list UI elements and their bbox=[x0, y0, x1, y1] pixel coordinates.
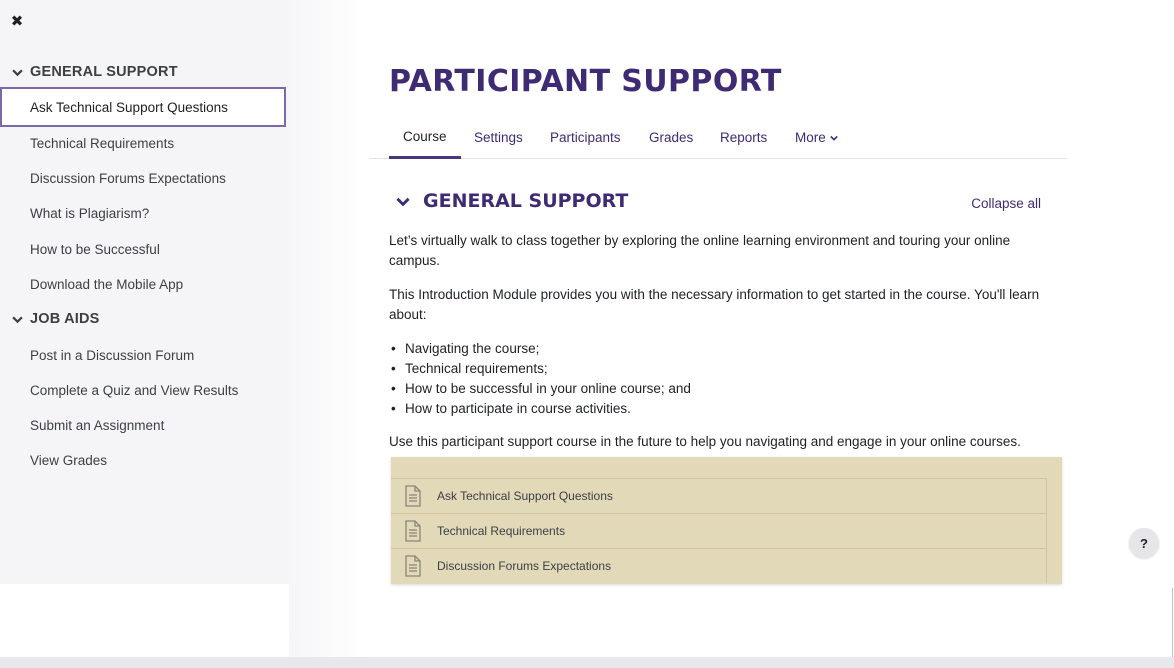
tab-label: More bbox=[795, 130, 826, 145]
index-item-label: How to be Successful bbox=[30, 241, 160, 257]
page-title: PARTICIPANT SUPPORT bbox=[389, 64, 782, 99]
index-item-plagiarism[interactable] bbox=[0, 193, 286, 233]
summary-paragraph: Use this participant support course in the future to help you navigating and engage in your online courses. bbox=[389, 434, 1021, 449]
index-item-label: Post in a Discussion Forum bbox=[30, 347, 195, 363]
index-item-download-mobile-app[interactable] bbox=[0, 264, 286, 304]
section-collapse-toggle[interactable] bbox=[395, 194, 413, 212]
close-icon: ✖ bbox=[10, 13, 24, 30]
chevron-down-icon bbox=[10, 65, 24, 79]
tab-label: Settings bbox=[474, 130, 523, 145]
question-mark-icon: ? bbox=[1140, 535, 1148, 551]
summary-paragraph: This Introduction Module provides you with the necessary information to get started in the course. You'll learn about: bbox=[389, 287, 1040, 322]
page-icon bbox=[403, 485, 423, 507]
activity-label: Discussion Forums Expectations bbox=[437, 559, 612, 573]
index-item-ask-technical-support[interactable] bbox=[0, 87, 286, 127]
activity-technical-requirements[interactable] bbox=[391, 513, 1047, 548]
index-item-post-discussion[interactable] bbox=[0, 335, 286, 375]
index-item-label: View Grades bbox=[30, 452, 108, 468]
index-item-discussion-forums[interactable] bbox=[0, 158, 286, 198]
tab-label: Participants bbox=[550, 130, 621, 145]
tab-label: Grades bbox=[649, 130, 694, 145]
index-section-job-aids[interactable] bbox=[10, 309, 100, 329]
tab-reports[interactable] bbox=[706, 116, 781, 159]
footer-strip bbox=[0, 657, 1174, 668]
activity-list bbox=[391, 457, 1062, 584]
chevron-down-icon bbox=[395, 194, 411, 210]
page-icon bbox=[403, 555, 423, 577]
summary-paragraph: Let’s virtually walk to class together by exploring the online learning environment and touring your online campus. bbox=[389, 233, 1011, 268]
index-item-label: Complete a Quiz and View Results bbox=[30, 382, 239, 398]
list-item: • Technical requirements; bbox=[389, 359, 1049, 379]
help-button[interactable] bbox=[1129, 528, 1159, 558]
chevron-down-icon bbox=[830, 134, 838, 142]
course-index-drawer bbox=[0, 0, 289, 584]
tab-more[interactable] bbox=[781, 116, 852, 159]
index-section-general-support[interactable] bbox=[10, 62, 178, 82]
activity-ask-technical-support[interactable] bbox=[391, 478, 1047, 513]
tab-grades[interactable] bbox=[635, 116, 707, 159]
course-tabs bbox=[369, 116, 1067, 159]
list-item: • How to participate in course activities. bbox=[389, 399, 1049, 419]
index-item-submit-assignment[interactable] bbox=[0, 405, 286, 445]
list-item: • Navigating the course; bbox=[389, 339, 1049, 359]
tab-course[interactable] bbox=[389, 116, 461, 159]
index-item-view-grades[interactable] bbox=[0, 440, 286, 480]
drawer-shadow bbox=[289, 0, 369, 657]
index-item-label: Download the Mobile App bbox=[30, 276, 184, 292]
list-item: • How to be successful in your online course; and bbox=[389, 379, 1049, 399]
index-item-complete-quiz[interactable] bbox=[0, 370, 286, 410]
page-icon bbox=[403, 520, 423, 542]
index-item-label: Submit an Assignment bbox=[30, 417, 165, 433]
collapse-all-link[interactable]: Collapse all bbox=[971, 196, 1041, 211]
scrollbar-edge bbox=[1172, 588, 1173, 657]
activity-discussion-forums[interactable] bbox=[391, 548, 1047, 583]
index-item-label: Technical Requirements bbox=[30, 135, 175, 151]
close-drawer-button[interactable] bbox=[9, 14, 25, 30]
tab-settings[interactable] bbox=[460, 116, 537, 159]
section-summary bbox=[389, 231, 1049, 466]
index-section-title: JOB AIDS bbox=[30, 311, 100, 327]
index-item-how-to-be-successful[interactable] bbox=[0, 229, 286, 269]
tab-participants[interactable] bbox=[536, 116, 635, 159]
index-section-title: GENERAL SUPPORT bbox=[30, 64, 178, 80]
activity-label: Ask Technical Support Questions bbox=[437, 489, 613, 503]
activity-label: Technical Requirements bbox=[437, 524, 566, 538]
index-item-technical-requirements[interactable] bbox=[0, 123, 286, 163]
chevron-down-icon bbox=[10, 312, 24, 326]
index-item-label: What is Plagiarism? bbox=[30, 205, 150, 221]
section-header bbox=[389, 190, 1044, 216]
index-item-label: Discussion Forums Expectations bbox=[30, 170, 226, 186]
tab-label: Reports bbox=[720, 130, 768, 145]
summary-list bbox=[389, 339, 1049, 419]
index-item-label: Ask Technical Support Questions bbox=[30, 99, 228, 115]
section-title: GENERAL SUPPORT bbox=[423, 190, 629, 212]
tab-label: Course bbox=[403, 128, 447, 144]
